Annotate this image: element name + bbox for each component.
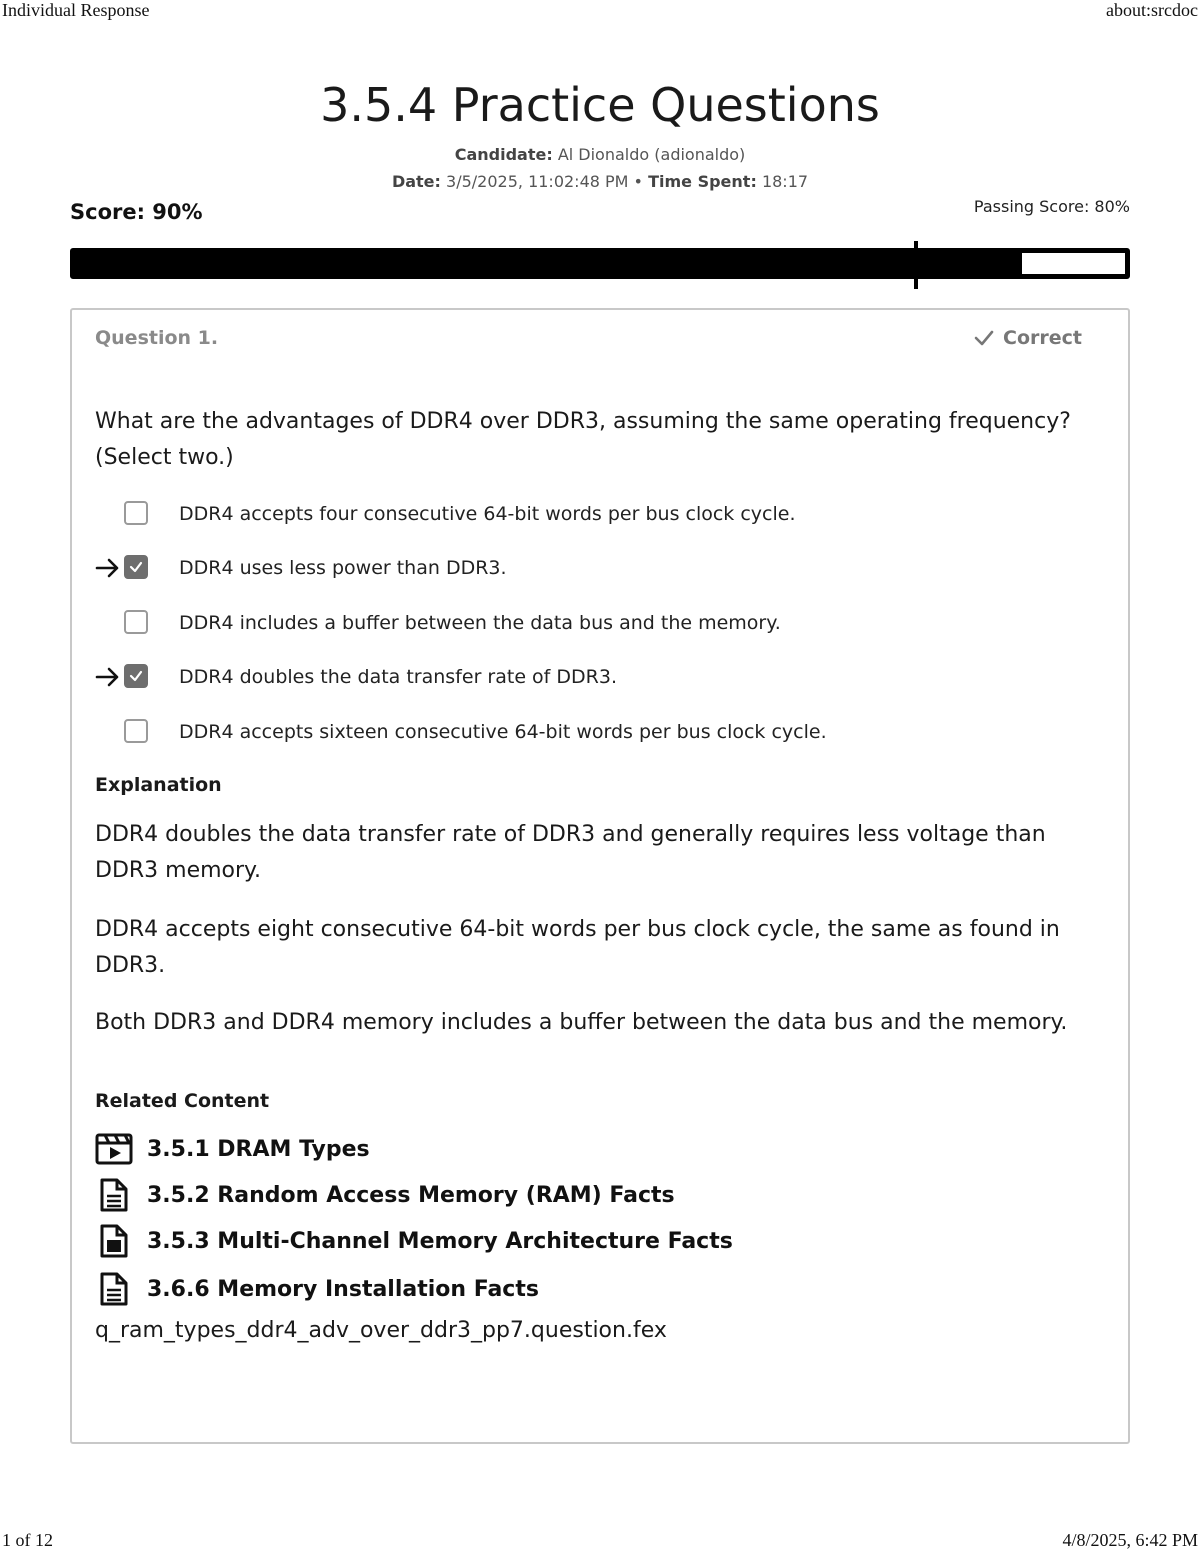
time-spent-value: 18:17 bbox=[761, 172, 809, 191]
answer-option-text: DDR4 uses less power than DDR3. bbox=[179, 557, 507, 579]
print-header-title: Individual Response bbox=[2, 0, 150, 20]
print-footer bbox=[0, 1530, 1200, 1554]
page-number: 1 of 12 bbox=[2, 1530, 53, 1550]
checkmark-icon bbox=[973, 327, 995, 349]
date-line bbox=[0, 172, 1200, 191]
document-filled-icon bbox=[95, 1224, 133, 1258]
checkbox-checked bbox=[124, 664, 148, 688]
explanation-paragraph: Both DDR3 and DDR4 memory includes a buffer between the data bus and the memory. bbox=[95, 1010, 1068, 1035]
checkbox-unchecked bbox=[124, 501, 148, 525]
checkbox-unchecked bbox=[124, 610, 148, 634]
explanation-paragraph: DDR4 doubles the data transfer rate of DDR3 and generally requires less voltage than DDR3 memory. bbox=[95, 822, 1046, 883]
related-link-ram-facts[interactable] bbox=[95, 1178, 675, 1212]
score-label: Score: 90% bbox=[70, 200, 203, 224]
time-spent-label: Time Spent: bbox=[648, 172, 757, 191]
related-content-heading: Related Content bbox=[95, 1090, 270, 1112]
related-link-multichannel-facts[interactable] bbox=[95, 1224, 733, 1258]
related-link-dram-types[interactable] bbox=[95, 1132, 370, 1166]
question-number: Question 1. bbox=[95, 327, 219, 349]
meta-separator: • bbox=[628, 172, 649, 191]
date-value: 3/5/2025, 11:02:48 PM bbox=[446, 172, 629, 191]
print-header-url: about:srcdoc bbox=[1106, 0, 1198, 20]
answer-option-text: DDR4 doubles the data transfer rate of DDR3. bbox=[179, 666, 617, 688]
related-link-label: 3.6.6 Memory Installation Facts bbox=[147, 1276, 539, 1302]
explanation-paragraph: DDR4 accepts eight consecutive 64-bit words per bus clock cycle, the same as found in DDR3. bbox=[95, 917, 1060, 978]
checkbox-check-icon bbox=[128, 559, 144, 575]
score-progress-bar bbox=[70, 248, 1130, 279]
question-card bbox=[70, 308, 1130, 1444]
print-timestamp: 4/8/2025, 6:42 PM bbox=[1062, 1530, 1198, 1550]
candidate-line bbox=[0, 145, 1200, 164]
candidate-value: Al Dionaldo (adionaldo) bbox=[557, 145, 746, 164]
question-text: What are the advantages of DDR4 over DDR3, assuming the same operating frequency? (Select two.) bbox=[95, 409, 1071, 470]
answer-option-text: DDR4 accepts sixteen consecutive 64-bit words per bus clock cycle. bbox=[179, 721, 827, 743]
candidate-label: Candidate: bbox=[454, 145, 553, 164]
result-status bbox=[973, 327, 1082, 349]
related-link-label: 3.5.2 Random Access Memory (RAM) Facts bbox=[147, 1182, 675, 1208]
selected-arrow-icon bbox=[95, 663, 121, 691]
related-link-memory-installation-facts[interactable] bbox=[95, 1272, 539, 1306]
document-icon bbox=[95, 1178, 133, 1212]
score-bar-remaining bbox=[1022, 253, 1125, 274]
selected-arrow-icon bbox=[95, 554, 121, 582]
explanation-heading: Explanation bbox=[95, 774, 222, 796]
checkbox-checked bbox=[124, 555, 148, 579]
page-title: 3.5.4 Practice Questions bbox=[320, 78, 880, 132]
result-status-text: Correct bbox=[1003, 327, 1082, 349]
video-icon bbox=[95, 1132, 133, 1166]
passing-score-label: Passing Score: 80% bbox=[973, 197, 1130, 216]
question-filename: q_ram_types_ddr4_adv_over_ddr3_pp7.question.fex bbox=[95, 1318, 667, 1343]
answer-option-text: DDR4 includes a buffer between the data bus and the memory. bbox=[179, 612, 781, 634]
date-label: Date: bbox=[391, 172, 441, 191]
passing-score-marker bbox=[914, 241, 918, 289]
checkbox-check-icon bbox=[128, 668, 144, 684]
related-link-label: 3.5.3 Multi-Channel Memory Architecture Facts bbox=[147, 1228, 733, 1254]
document-icon bbox=[95, 1272, 133, 1306]
checkbox-unchecked bbox=[124, 719, 148, 743]
related-link-label: 3.5.1 DRAM Types bbox=[147, 1136, 370, 1162]
answer-option-text: DDR4 accepts four consecutive 64-bit words per bus clock cycle. bbox=[179, 503, 796, 525]
print-header bbox=[0, 0, 1200, 24]
